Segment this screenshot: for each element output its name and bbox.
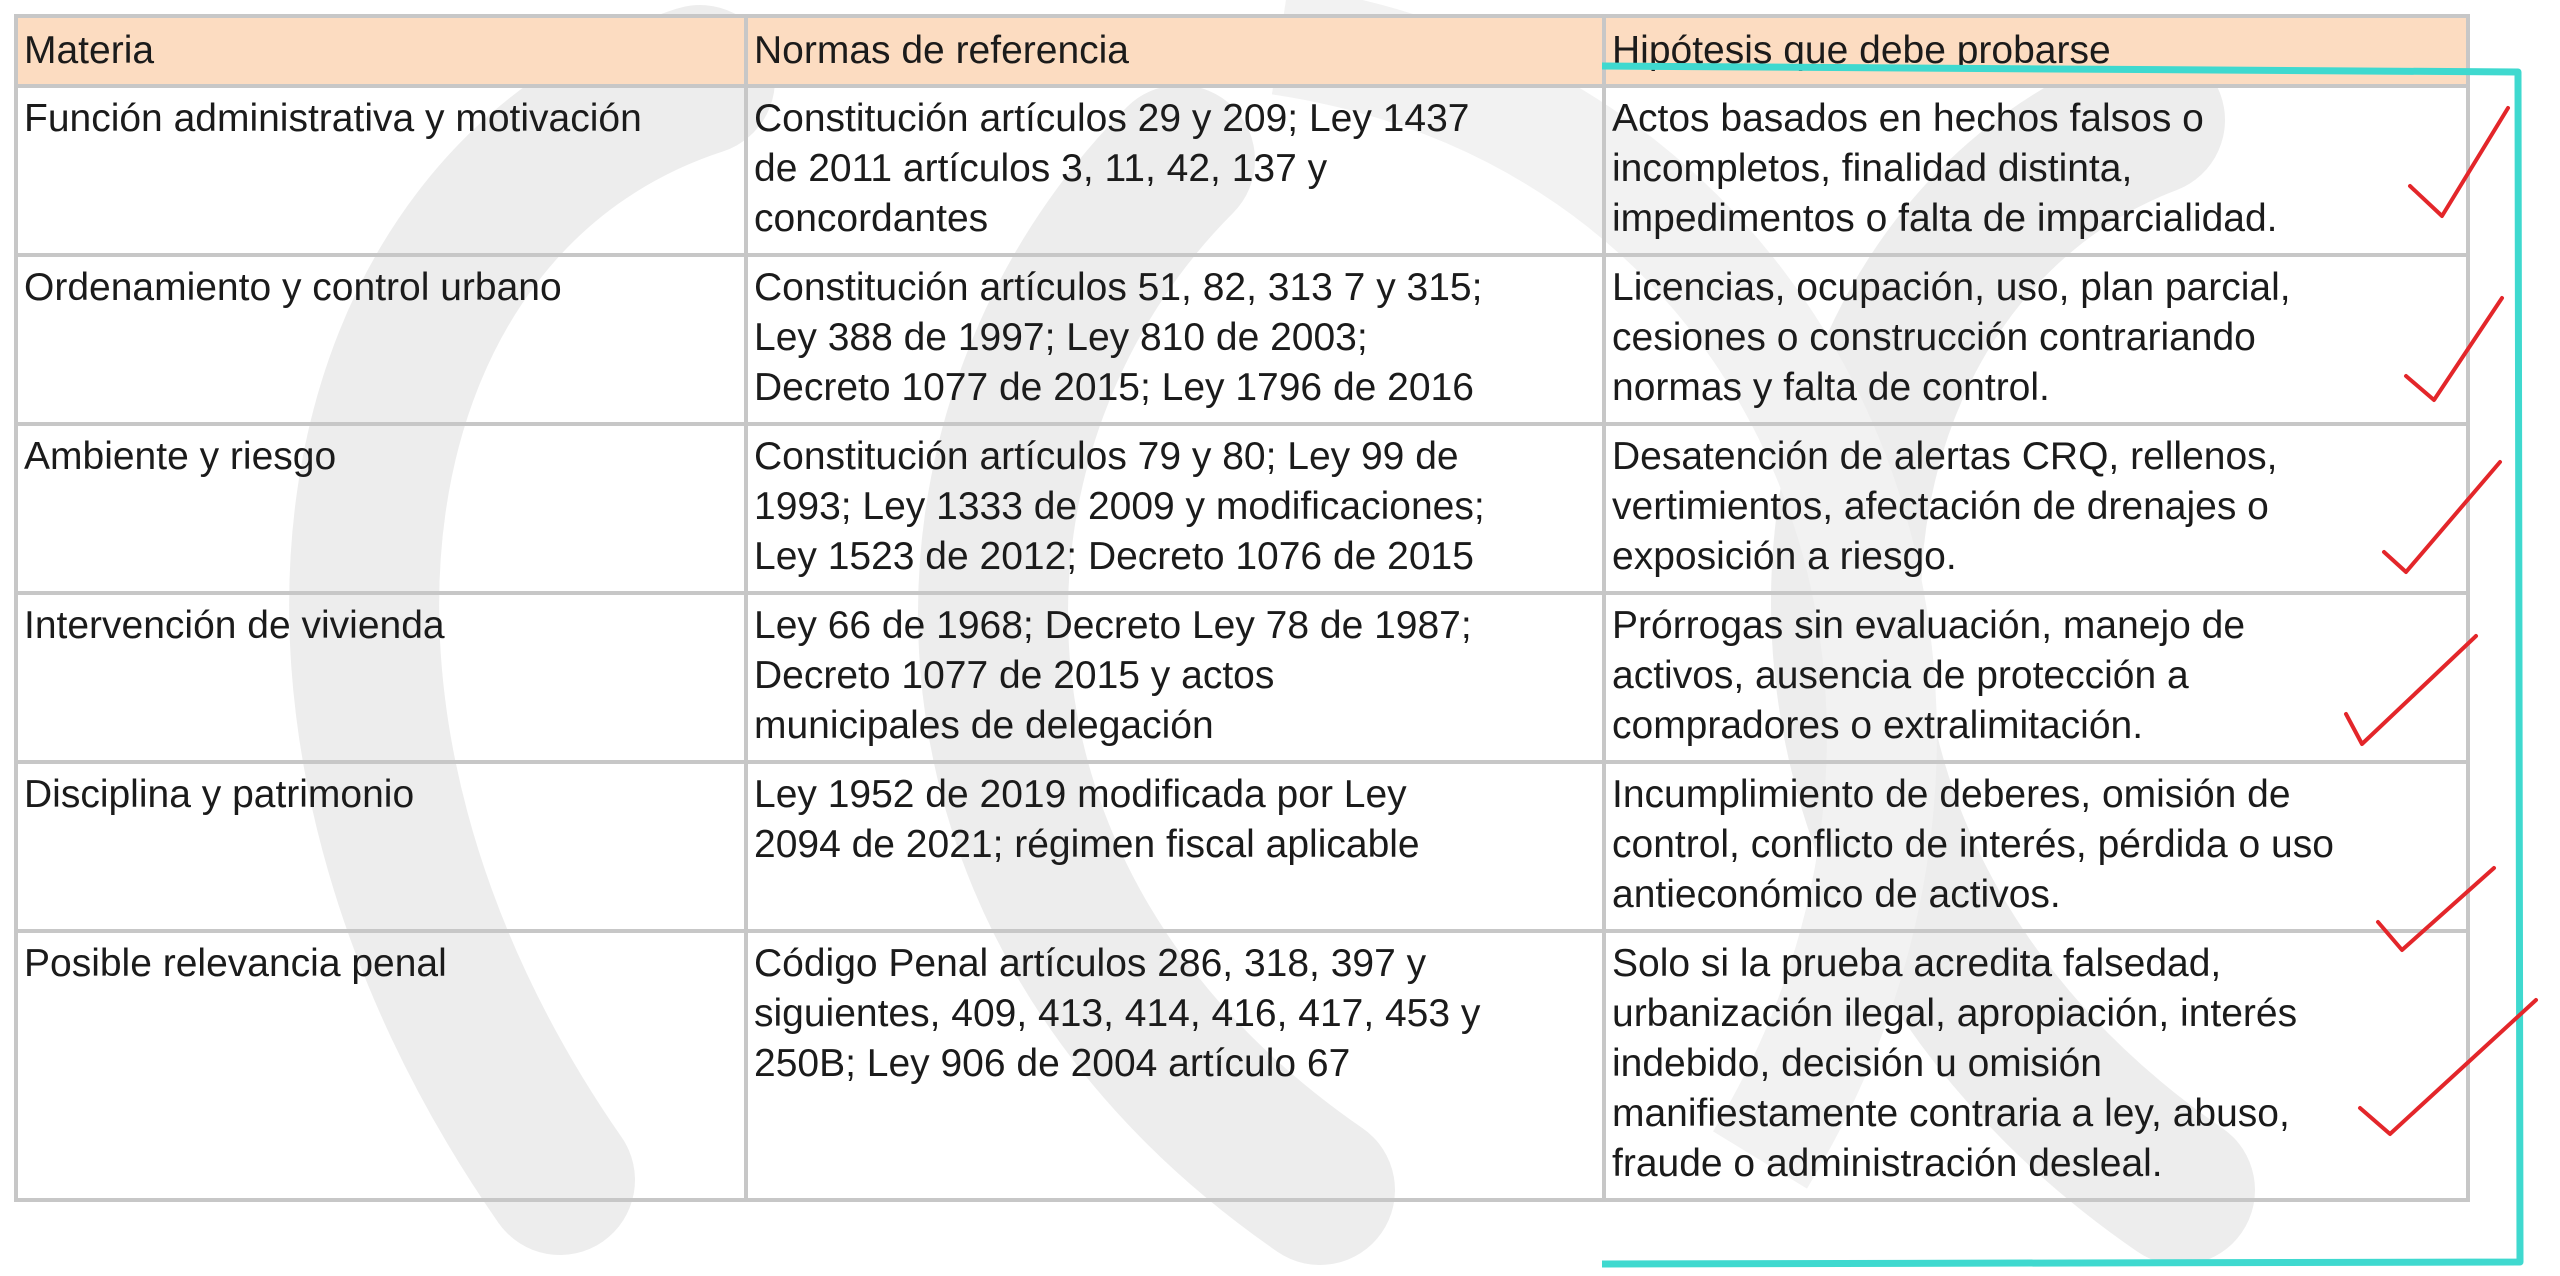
cell-materia: Posible relevancia penal <box>16 931 746 1200</box>
table-row <box>16 86 2468 255</box>
cell-hipotesis: Solo si la prueba acredita falsedad, urbanización ilegal, apropiación, interés indebido, decisión u omisión manifiestamente contraria a ley, abuso, fraude o administración desleal. <box>1604 931 2468 1200</box>
cell-materia: Ambiente y riesgo <box>16 424 746 593</box>
cell-hipotesis: Incumplimiento de deberes, omisión de control, conflicto de interés, pérdida o uso antieconómico de activos. <box>1604 762 2468 931</box>
cell-materia: Función administrativa y motivación <box>16 86 746 255</box>
table-header-row <box>16 16 2468 86</box>
header-hipotesis: Hipótesis que debe probarse <box>1604 16 2468 86</box>
table-row <box>16 931 2468 1200</box>
cell-hipotesis: Prórrogas sin evaluación, manejo de activos, ausencia de protección a compradores o extralimitación. <box>1604 593 2468 762</box>
cell-normas: Código Penal artículos 286, 318, 397 y siguientes, 409, 413, 414, 416, 417, 453 y 250B; Ley 906 de 2004 artículo 67 <box>746 931 1604 1200</box>
cell-normas: Ley 1952 de 2019 modificada por Ley 2094 de 2021; régimen fiscal aplicable <box>746 762 1604 931</box>
table-row <box>16 762 2468 931</box>
table-row <box>16 424 2468 593</box>
cell-hipotesis: Licencias, ocupación, uso, plan parcial, cesiones o construcción contrariando normas y falta de control. <box>1604 255 2468 424</box>
cell-materia: Ordenamiento y control urbano <box>16 255 746 424</box>
cell-normas: Ley 66 de 1968; Decreto Ley 78 de 1987; Decreto 1077 de 2015 y actos municipales de delegación <box>746 593 1604 762</box>
table-row <box>16 255 2468 424</box>
cell-materia: Intervención de vivienda <box>16 593 746 762</box>
header-materia: Materia <box>16 16 746 86</box>
cell-materia: Disciplina y patrimonio <box>16 762 746 931</box>
cell-hipotesis: Actos basados en hechos falsos o incompletos, finalidad distinta, impedimentos o falta de imparcialidad. <box>1604 86 2468 255</box>
table-row <box>16 593 2468 762</box>
cell-normas: Constitución artículos 51, 82, 313 7 y 315; Ley 388 de 1997; Ley 810 de 2003; Decreto 1077 de 2015; Ley 1796 de 2016 <box>746 255 1604 424</box>
cell-hipotesis: Desatención de alertas CRQ, rellenos, vertimientos, afectación de drenajes o exposición a riesgo. <box>1604 424 2468 593</box>
reference-table <box>14 14 2470 1202</box>
cell-normas: Constitución artículos 29 y 209; Ley 1437 de 2011 artículos 3, 11, 42, 137 y concordantes <box>746 86 1604 255</box>
header-normas: Normas de referencia <box>746 16 1604 86</box>
cell-normas: Constitución artículos 79 y 80; Ley 99 de 1993; Ley 1333 de 2009 y modificaciones; Ley 1523 de 2012; Decreto 1076 de 2015 <box>746 424 1604 593</box>
